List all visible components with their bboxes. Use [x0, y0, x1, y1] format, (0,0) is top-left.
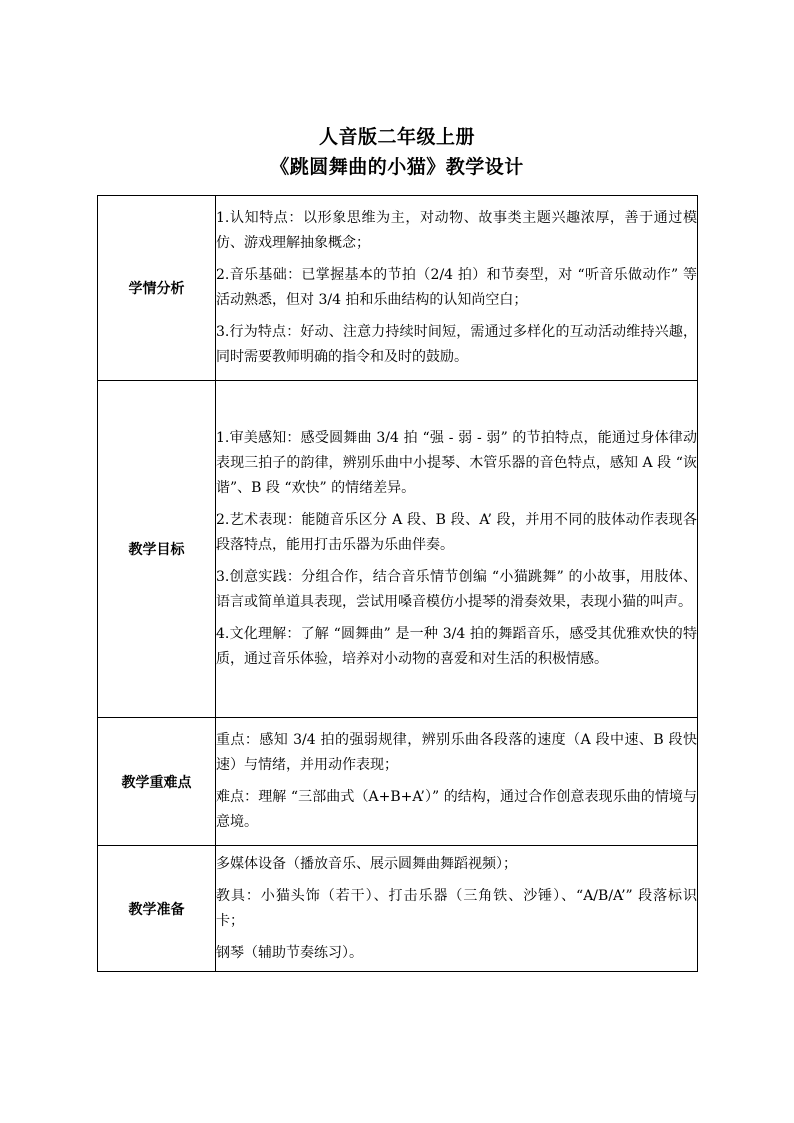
paragraph: 3.行为特点：好动、注意力持续时间短，需通过多样化的互动活动维持兴趣，同时需要教师明确的指令和及时的鼓励。 [216, 324, 697, 365]
paragraph: 钢琴（辅助节奏练习）。 [216, 944, 363, 961]
paragraph: 重点：感知 3/4 拍的强弱规律，辨别乐曲各段落的速度（A 段中速、B 段快速）与情绪，并用动作表现； [216, 732, 697, 773]
paragraph: 难点：理解 “三部曲式（A+B+A’）” 的结构，通过合作创意表现乐曲的情境与意境。 [216, 789, 697, 830]
row-content-teaching-goals [216, 381, 698, 718]
paragraph: 2.音乐基础：已掌握基本的节拍（2/4 拍）和节奏型，对 “听音乐做动作” 等活动熟悉，但对 3/4 拍和乐曲结构的认知尚空白； [216, 267, 697, 308]
document-title [0, 122, 794, 182]
row-content-key-difficulties [216, 718, 698, 846]
paragraph: 1.审美感知：感受圆舞曲 3/4 拍 “强 - 弱 - 弱” 的节拍特点，能通过身体律动表现三拍子的韵律，辨别乐曲中小提琴、木管乐器的音色特点，感知 A 段 “诙谐”、B 段 “欢快” 的情绪差异。 [216, 430, 697, 496]
row-label-key-difficulties: 教学重难点 [98, 718, 216, 846]
lesson-plan-table [97, 195, 698, 972]
paragraph: 多媒体设备（播放音乐、展示圆舞曲舞蹈视频）； [216, 855, 517, 872]
row-label-teaching-goals: 教学目标 [98, 381, 216, 718]
row-label-student-analysis: 学情分析 [98, 196, 216, 381]
title-line-2: 《跳圆舞曲的小猫》教学设计 [270, 156, 524, 178]
title-line-1: 人音版二年级上册 [318, 126, 475, 148]
paragraph: 2.艺术表现：能随音乐区分 A 段、B 段、A’ 段，并用不同的肢体动作表现各段落特点，能用打击乐器为乐曲伴奏。 [216, 512, 697, 553]
row-content-preparation [216, 846, 698, 972]
table-row-teaching-goals [98, 381, 698, 718]
paragraph: 1.认知特点：以形象思维为主，对动物、故事类主题兴趣浓厚，善于通过模仿、游戏理解抽象概念； [216, 210, 697, 251]
row-content-student-analysis [216, 196, 698, 381]
table-row-preparation [98, 846, 698, 972]
table-row-key-difficulties [98, 718, 698, 846]
paragraph: 4.文化理解：了解 “圆舞曲” 是一种 3/4 拍的舞蹈音乐，感受其优雅欢快的特质，通过音乐体验，培养对小动物的喜爱和对生活的积极情感。 [216, 626, 697, 667]
row-label-preparation: 教学准备 [98, 846, 216, 972]
table-row-student-analysis [98, 196, 698, 381]
paragraph: 教具：小猫头饰（若干）、打击乐器（三角铁、沙锤）、“A/B/A’” 段落标识卡； [216, 887, 697, 929]
paragraph: 3.创意实践：分组合作，结合音乐情节创编 “小猫跳舞” 的小故事，用肢体、语言或简单道具表现，尝试用嗓音模仿小提琴的滑奏效果，表现小猫的叫声。 [216, 569, 697, 610]
